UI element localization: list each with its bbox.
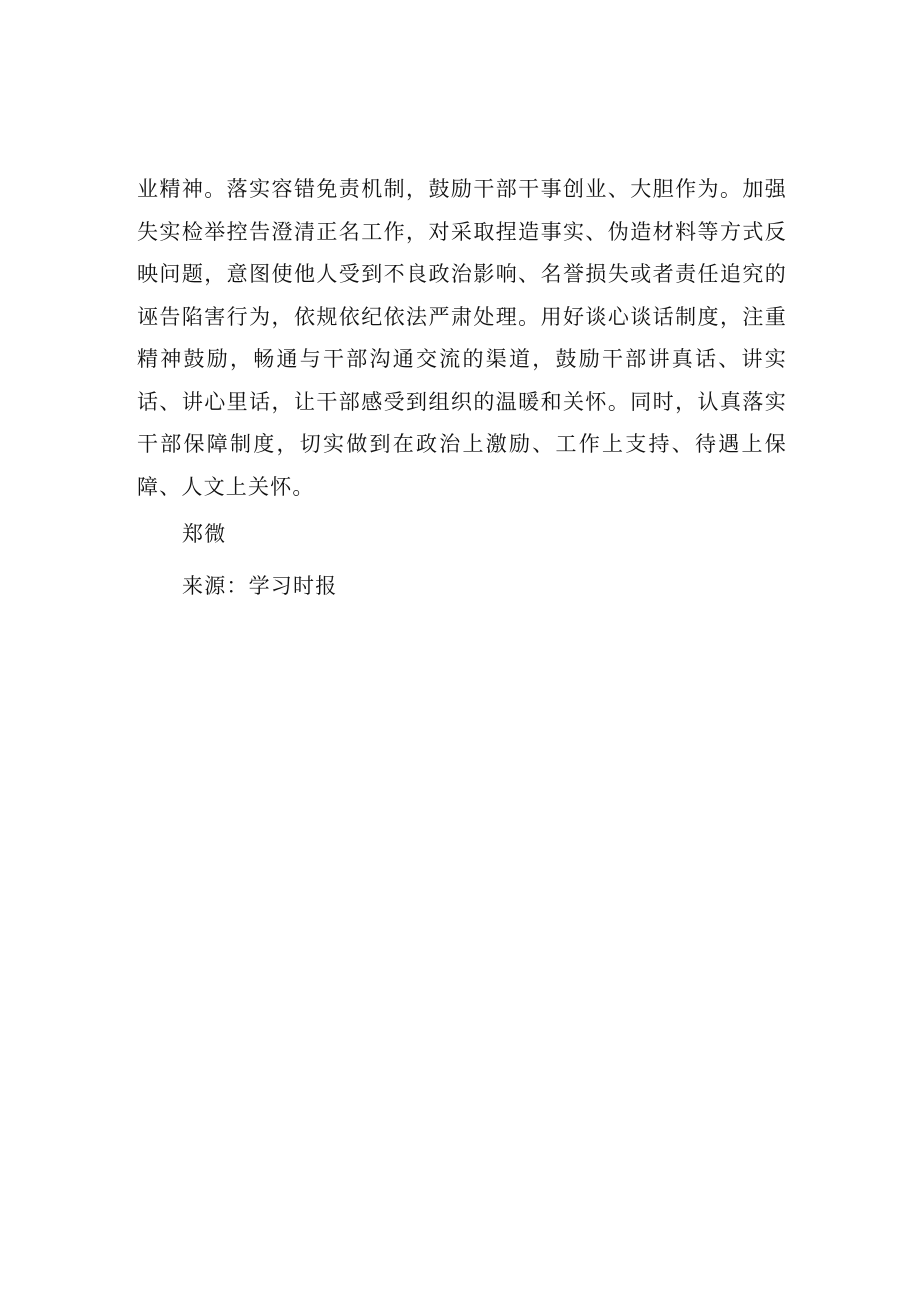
body-paragraph: 业精神。落实容错免责机制，鼓励干部干事创业、大胆作为。加强失实检举控告澄清正名工作，对采取捏造事实、伪造材料等方式反映问题，意图使他人受到不良政治影响、名誉损失或者责任追究的诬告陷害行为，依规依纪依法严肃处理。用好谈心谈话制度，注重精神鼓励，畅通与干部沟通交流的渠道，鼓励干部讲真话、讲实话、讲心里话，让干部感受到组织的温暖和关怀。同时，认真落实干部保障制度，切实做到在政治上激励、工作上支持、待遇上保障、人文上关怀。	[137, 177, 787, 499]
author-name: 郑微	[182, 522, 227, 546]
source-line: 来源：学习时报	[182, 574, 338, 598]
